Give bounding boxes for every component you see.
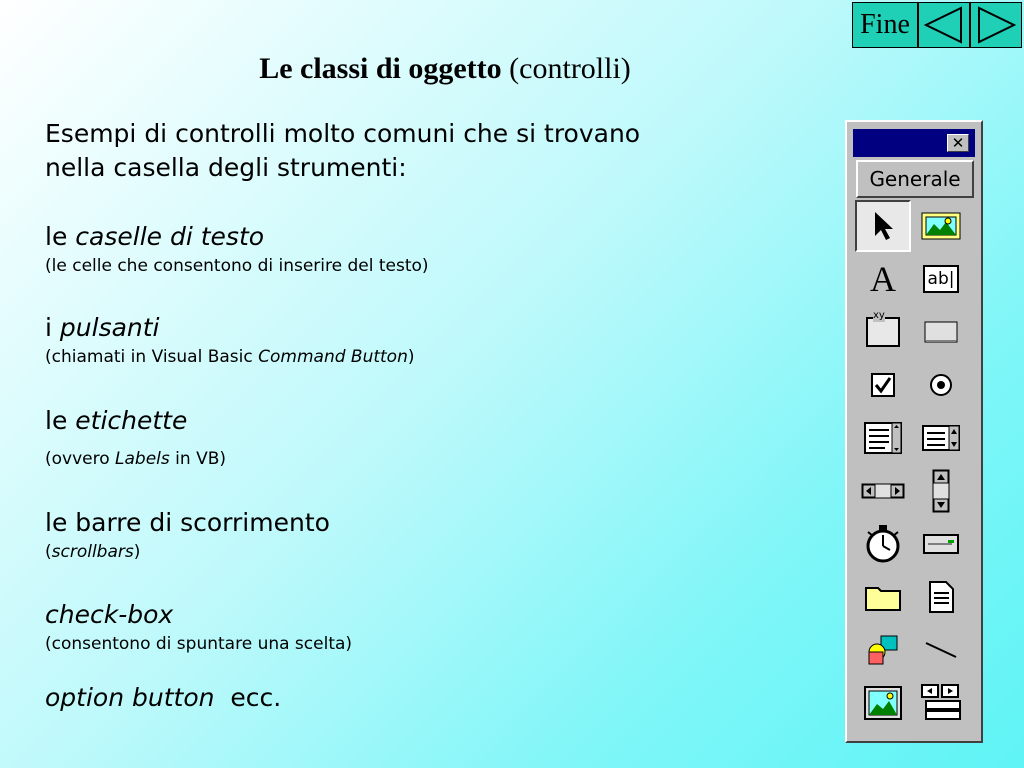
tool-filelistbox[interactable] [913,571,969,623]
nav-bar [852,2,1022,50]
commandbutton-icon [923,319,959,345]
timer-icon [865,524,901,564]
option-term: option button [45,683,215,712]
etichette-prefix: le [45,406,76,435]
intro-line-1: Esempi di controlli molto comuni che si trovano [45,119,641,148]
tool-combobox[interactable] [855,412,911,464]
barre-desc-a: ( [45,542,52,562]
barre-desc [45,541,140,563]
filelistbox-icon [926,580,956,614]
etichette-term: etichette [75,406,188,435]
pulsanti-desc-b: ) [407,347,415,367]
label-tool-icon: A [870,259,896,299]
shape-icon [865,634,901,666]
hscrollbar-icon [861,483,905,499]
etichette-desc-term: Labels [115,449,170,469]
item-etichette [45,405,187,437]
caselle-prefix: le [45,222,76,251]
tool-drivelistbox[interactable] [913,518,969,570]
caselle-term: caselle di testo [75,222,265,251]
triangle-left-icon [921,5,967,45]
item-check [45,599,173,631]
next-button[interactable] [970,2,1022,48]
pulsanti-desc [45,346,415,368]
tool-frame[interactable] [855,306,911,358]
barre-desc-b: ) [133,542,141,562]
tool-listbox[interactable] [913,412,969,464]
etichette-desc-a: (ovvero [45,449,116,469]
tool-checkbox[interactable] [855,359,911,411]
triangle-right-icon [973,5,1019,45]
tool-timer[interactable] [855,518,911,570]
toolbox-window [845,120,983,743]
tool-data[interactable] [913,677,969,729]
toolbox-titlebar[interactable] [853,129,975,157]
title-normal: (controlli) [501,52,631,85]
etichette-desc-b: in VB) [169,449,226,469]
tool-vscrollbar[interactable] [913,465,969,517]
item-option [45,682,281,714]
combobox-icon [863,421,903,455]
caselle-desc: (le celle che consentono di inserire del testo) [45,256,429,276]
prev-button[interactable] [918,2,970,48]
data-icon [918,683,964,723]
pointer-icon [870,210,896,242]
tool-hscrollbar[interactable] [855,465,911,517]
listbox-icon [921,424,961,452]
line-icon [923,638,959,662]
tool-picturebox[interactable] [913,200,969,252]
vscrollbar-icon [932,469,950,513]
page-title [0,52,890,86]
tool-optionbutton[interactable] [913,359,969,411]
dirlistbox-icon [864,582,902,612]
optionbutton-icon [927,371,955,399]
item-barre: le barre di scorrimento [45,508,330,537]
item-caselle [45,221,264,253]
tool-line[interactable] [913,624,969,676]
drivelistbox-icon [922,532,960,556]
textbox-icon: ab| [923,265,960,293]
fine-button[interactable]: Fine [852,2,918,48]
tool-dirlistbox[interactable] [855,571,911,623]
intro-line-2: nella casella degli strumenti: [45,153,407,182]
pulsanti-desc-a: (chiamati in Visual Basic [45,347,259,367]
frame-icon [866,310,900,347]
check-term: check-box [45,600,174,629]
checkbox-icon [869,371,897,399]
image-icon [863,685,903,721]
picturebox-icon [920,210,962,242]
etichette-desc [45,448,226,470]
tool-shape[interactable] [855,624,911,676]
pulsanti-desc-term: Command Button [258,347,408,367]
option-suffix: ecc. [214,683,282,712]
tab-generale[interactable]: Generale [856,160,974,198]
close-icon: ✕ [951,133,965,152]
tool-commandbutton[interactable] [913,306,969,358]
pulsanti-prefix: i [45,313,60,342]
tool-image[interactable] [855,677,911,729]
tool-label[interactable] [855,253,911,305]
pulsanti-term: pulsanti [59,313,160,342]
barre-desc-term: scrollbars [51,542,134,562]
tool-pointer[interactable] [855,200,911,252]
frame-icon-label: xy [873,310,885,321]
close-button[interactable] [947,134,969,152]
check-desc: (consentono di spuntare una scelta) [45,634,353,654]
title-bold: Le classi di oggetto [259,52,502,85]
tool-textbox[interactable] [913,253,969,305]
item-pulsanti [45,312,160,344]
